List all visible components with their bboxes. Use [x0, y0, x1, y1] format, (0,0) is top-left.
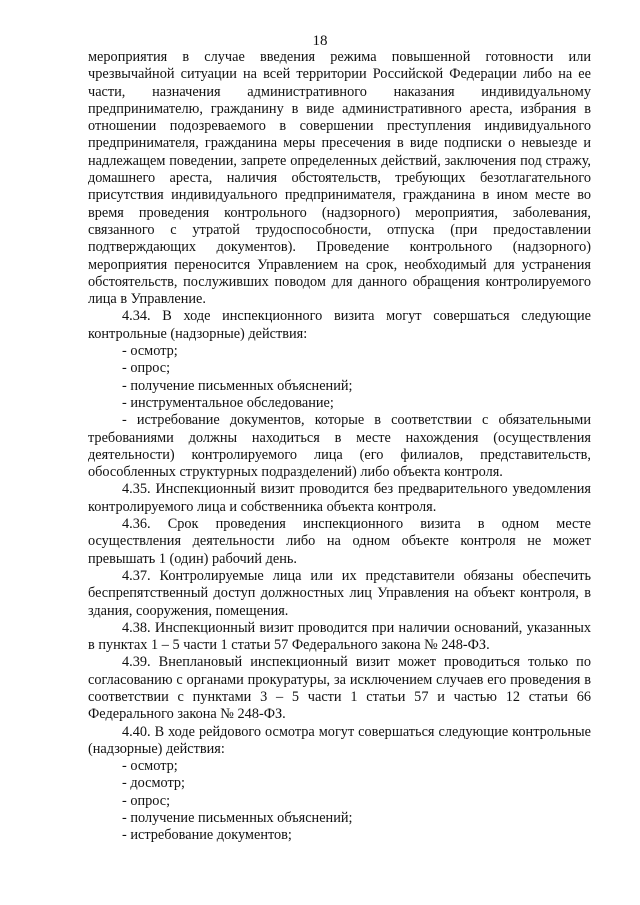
paragraph-4-39: 4.39. Внеплановый инспекционный визит может проводиться только по согласованию с органами прокуратуры, за исключением случаев его проведения в соответствии с пунктами 3 – 5 части 1 статьи 57 и частью 12 статьи 66 Федерального закона № 248-ФЗ.: [88, 654, 591, 723]
paragraph-continuation: мероприятия в случае введения режима повышенной готовности или чрезвычайной ситуации на всей территории Российской Федерации либо на ее части, назначения административного наказания индивидуальному предпринимателю, гражданину в виде административного ареста, избрания в отношении подозреваемого в совершении преступления индивидуального предпринимателя, гражданина меры пресечения в виде подписки о невыезде и надлежащем поведении, запрете определенных действий, заключения под стражу, домашнего ареста, наличия обстоятельств, требующих безотлагательного присутствия индивидуального предпринимателя, гражданина в ином месте во время проведения контрольного (надзорного) мероприятия, заболевания, связанного с утратой трудоспособности, отпуска (при предоставлении подтверждающих документов). Проведение контрольного (надзорного) мероприятия переносится Управлением на срок, необходимый для устранения обстоятельств, послуживших поводом для данного обращения контролируемого лица в Управление.: [88, 49, 591, 308]
list-item: - получение письменных объяснений;: [122, 377, 353, 394]
paragraph-4-34: 4.34. В ходе инспекционного визита могут совершаться следующие контрольные (надзорные) действия:: [88, 308, 591, 342]
list-item: - опрос;: [122, 792, 171, 809]
paragraph-4-36: 4.36. Срок проведения инспекционного визита в одном месте осуществления деятельности либо на одном объекте контроля не может превышать 1 (один) рабочий день.: [88, 516, 591, 567]
list-item: - инструментальное обследование;: [122, 394, 334, 411]
page-number: 18: [312, 33, 328, 49]
list-item-documents: - истребование документов, которые в соответствии с обязательными требованиями должны находиться в месте нахождения (осуществления деятельности) контролируемого лица (его филиалов, представительств, обособленных структурных подразделений) либо объекта контроля.: [88, 412, 591, 481]
list-item: - досмотр;: [122, 775, 186, 792]
paragraph-4-40: 4.40. В ходе рейдового осмотра могут совершаться следующие контрольные (надзорные) действия:: [88, 723, 591, 757]
list-item: - истребование документов;: [122, 827, 292, 844]
paragraph-4-38: 4.38. Инспекционный визит проводится при наличии оснований, указанных в пунктах 1 – 5 части 1 статьи 57 Федерального закона № 248-ФЗ.: [88, 619, 591, 654]
list-item: - опрос;: [122, 360, 171, 377]
paragraph-4-37: 4.37. Контролируемые лица или их представители обязаны обеспечить беспрепятственный доступ должностных лиц Управления на объект контроля, в здания, сооружения, помещения.: [88, 567, 591, 619]
list-item: - осмотр;: [122, 343, 178, 360]
document-body: [88, 49, 591, 845]
list-item: - осмотр;: [122, 758, 178, 775]
list-item: - получение письменных объяснений;: [122, 810, 353, 827]
paragraph-4-35: 4.35. Инспекционный визит проводится без предварительного уведомления контролируемого лица и собственника объекта контроля.: [88, 481, 591, 515]
